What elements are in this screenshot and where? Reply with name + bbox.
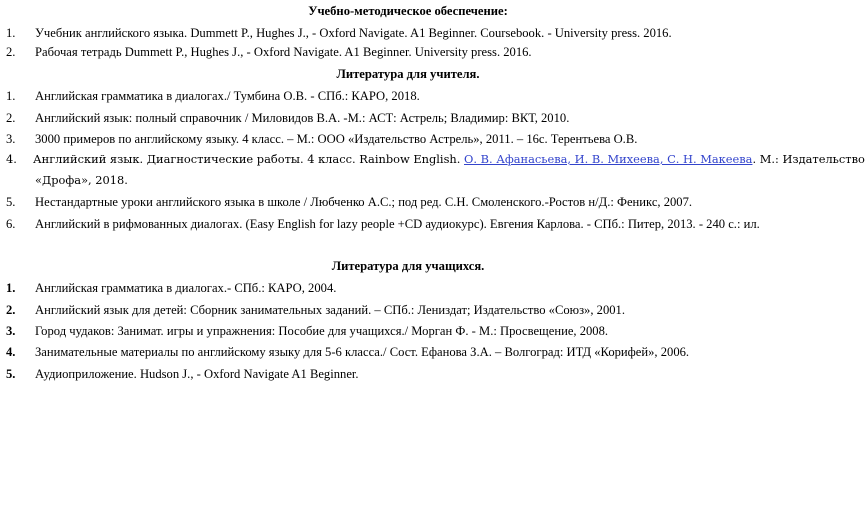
item-number: 4. xyxy=(6,152,17,166)
item-number: 5. xyxy=(6,367,16,381)
item-text-before: Английский язык. Диагностические работы. 4 класс. Rainbow English. xyxy=(33,152,464,166)
item-text: Учебник английского языка. Dummett P., Hughes J., - Oxford Navigate. A1 Beginner. Coursebook. - University press. 2016. xyxy=(35,26,672,40)
item-text: Нестандартные уроки английского языка в школе / Любченко А.С.; под ред. С.Н. Смоленского.-Ростов н/Д.: Феникс, 2007. xyxy=(35,195,693,209)
item-number: 6. xyxy=(6,217,16,231)
item-number: 1. xyxy=(6,281,16,295)
item-number: 3. xyxy=(6,324,16,338)
item-number: 1. xyxy=(6,89,16,103)
section-heading-methodological-support: Учебно-методическое обеспечение: xyxy=(308,4,508,18)
item-number: 2. xyxy=(6,45,16,59)
item-number: 5. xyxy=(6,195,16,209)
section-heading-teacher-literature: Литература для учителя. xyxy=(336,67,480,81)
item-text: Аудиоприложение. Hudson J., - Oxford Navigate A1 Beginner. xyxy=(35,367,359,381)
item-number: 2. xyxy=(6,303,16,317)
item-number: 4. xyxy=(6,345,16,359)
item-text: Английская грамматика в диалогах./ Тумбина О.В. - СПб.: КАРО, 2018. xyxy=(35,89,420,103)
item-text: Рабочая тетрадь Dummett P., Hughes J., - Oxford Navigate. A1 Beginner. University press. 2016. xyxy=(35,45,532,59)
item-text: 3000 примеров по английскому языку. 4 класс. – М.: ООО «Издательство Астрель», 2011. – 16с. Терентьева О.В. xyxy=(35,132,638,146)
item-number: 3. xyxy=(6,132,16,146)
item-text: Английская грамматика в диалогах.- СПб.: КАРО, 2004. xyxy=(35,281,337,295)
item-text: Занимательные материалы по английскому языку для 5-6 класса./ Сост. Ефанова З.А. – Волгоград: ИТД «Корифей», 2006. xyxy=(35,345,690,359)
section-heading-student-literature: Литература для учащихся. xyxy=(331,259,485,273)
item-text: Английский язык: полный справочник / Миловидов В.А. -М.: АСТ: Астрель; Владимир: ВКТ, 2010. xyxy=(35,111,570,125)
authors-link[interactable]: О. В. Афанасьева, И. В. Михеева, С. Н. Макеева xyxy=(464,152,753,166)
item-text: Английский язык для детей: Сборник занимательных заданий. – СПб.: Лениздат; Издательство «Союз», 2001. xyxy=(35,303,625,317)
item-number: 1. xyxy=(6,26,16,40)
item-text: Английский в рифмованных диалогах. (Easy English for lazy people +CD аудиокурс). Евгения Карлова. - СПб.: Питер, 2013. - 240 с.: ил. xyxy=(35,217,760,231)
item-text-after: . М.: Издательство xyxy=(752,152,865,166)
item-number: 2. xyxy=(6,111,16,125)
item-text-continuation: «Дрофа», 2018. xyxy=(35,173,128,187)
item-text: Город чудаков: Занимат. игры и упражнения: Пособие для учащихся./ Морган Ф. - М.: Просвещение, 2008. xyxy=(35,324,609,338)
item-text xyxy=(33,152,865,166)
